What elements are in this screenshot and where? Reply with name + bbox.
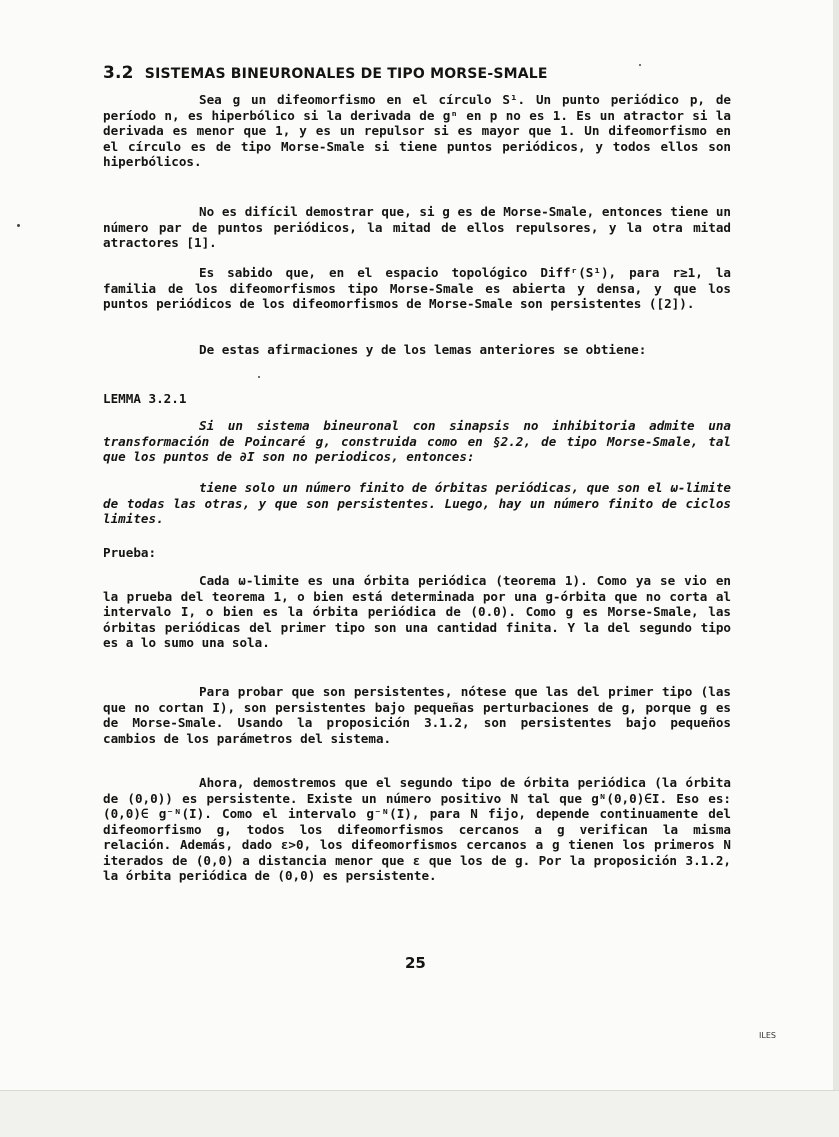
proof-paragraph-3-text: Ahora, demostremos que el segundo tipo de órbita periódica (la órbita de (0,0)) es persistente. Existe un número positivo N tal que gᴺ(0,0)∈I. Eso es: (0,0)∈ g⁻ᴺ(I). Como el intervalo g⁻ᴺ(I), para N fijo, depende continuamente del difeomorfismo g, todos los difeomorfismos cercanos a g verifican la misma relación. Además, dado ε>0, los difeomorfismos cercanos a g tienen los primeros N iterados de (0,0) a distancia menor que ε que los de g. Por la proposición 3.1.2, la órbita periódica de (0,0) es persistente. [103, 775, 731, 883]
proof-paragraph-2-text: Para probar que son persistentes, nótese que las del primer tipo (las que no cortan I), son persistentes bajo pequeñas perturbaciones de g, porque g es de Morse-Smale. Usando la proposición 3.1.2, son persistentes bajo pequeños cambios de los parámetros del sistema. [103, 684, 731, 746]
lemma-part-1: Si un sistema bineuronal con sinapsis no inhibitoria admite una transformación de Poincaré g, construida como en §2.2, de tipo Morse-Smale, tal que los puntos de ∂I son no periodicos, entonces: [103, 418, 731, 464]
proof-title: Prueba: [103, 545, 157, 560]
section-title: SISTEMAS BINEURONALES DE TIPO MORSE-SMALE [144, 66, 548, 82]
proof-paragraph-3 [103, 775, 731, 884]
section-heading [103, 63, 743, 83]
corner-mark: ILES [759, 1031, 776, 1040]
scan-edge-right [833, 0, 839, 1136]
lemma-conclusion [103, 480, 731, 527]
paragraph-1 [103, 92, 731, 170]
proof-paragraph-2 [103, 684, 731, 746]
scan-speck [258, 376, 260, 378]
paragraph-2-text: No es difícil demostrar que, si g es de Morse-Smale, entonces tiene un número par de puntos periódicos, la mitad de ellos repulsores, y la otra mitad atractores [1]. [103, 204, 731, 250]
page-number: 25 [405, 954, 426, 972]
paragraph-3 [103, 265, 731, 312]
lemma-part-2: tiene solo un número finito de órbitas periódicas, que son el ω-limite de todas las otras, y que son persistentes. Luego, hay un número finito de ciclos limites. [103, 480, 731, 526]
lemma-title: LEMMA 3.2.1 [103, 391, 187, 406]
proof-paragraph-1 [103, 573, 731, 651]
lemma-statement [103, 418, 731, 465]
paragraph-1-text: Sea g un difeomorfismo en el círculo S¹. Un punto periódico p, de período n, es hiperbólico si la derivada de gⁿ en p no es 1. Es un atractor si la derivada es menor que 1, y es un repulsor si es mayor que 1. Un difeomorfismo en el círculo es de tipo Morse-Smale si tiene puntos periódicos, y todos ellos son hiperbólicos. [103, 92, 731, 169]
scan-speck [17, 224, 20, 227]
paragraph-2 [103, 204, 731, 251]
paragraph-4 [103, 342, 731, 358]
paragraph-3-text: Es sabido que, en el espacio topológico Diffʳ(S¹), para r≥1, la familia de los difeomorfismos tipo Morse-Smale es abierta y densa, y que los puntos periódicos de los difeomorfismos de Morse-Smale son persistentes ([2]). [103, 265, 731, 311]
proof-paragraph-1-text: Cada ω-limite es una órbita periódica (teorema 1). Como ya se vio en la prueba del teorema 1, o bien está determinada por una g-órbita que no corta al intervalo I, o bien es la órbita periódica de (0.0). Como g es Morse-Smale, las órbitas periódicas del primer tipo son una cantidad finita. Y la del segundo tipo es a lo sumo una sola. [103, 573, 731, 650]
scan-edge-bottom [0, 1090, 839, 1137]
section-number: 3.2 [103, 63, 134, 83]
paragraph-4-text: De estas afirmaciones y de los lemas anteriores se obtiene: [199, 342, 647, 357]
scan-speck [639, 64, 641, 66]
